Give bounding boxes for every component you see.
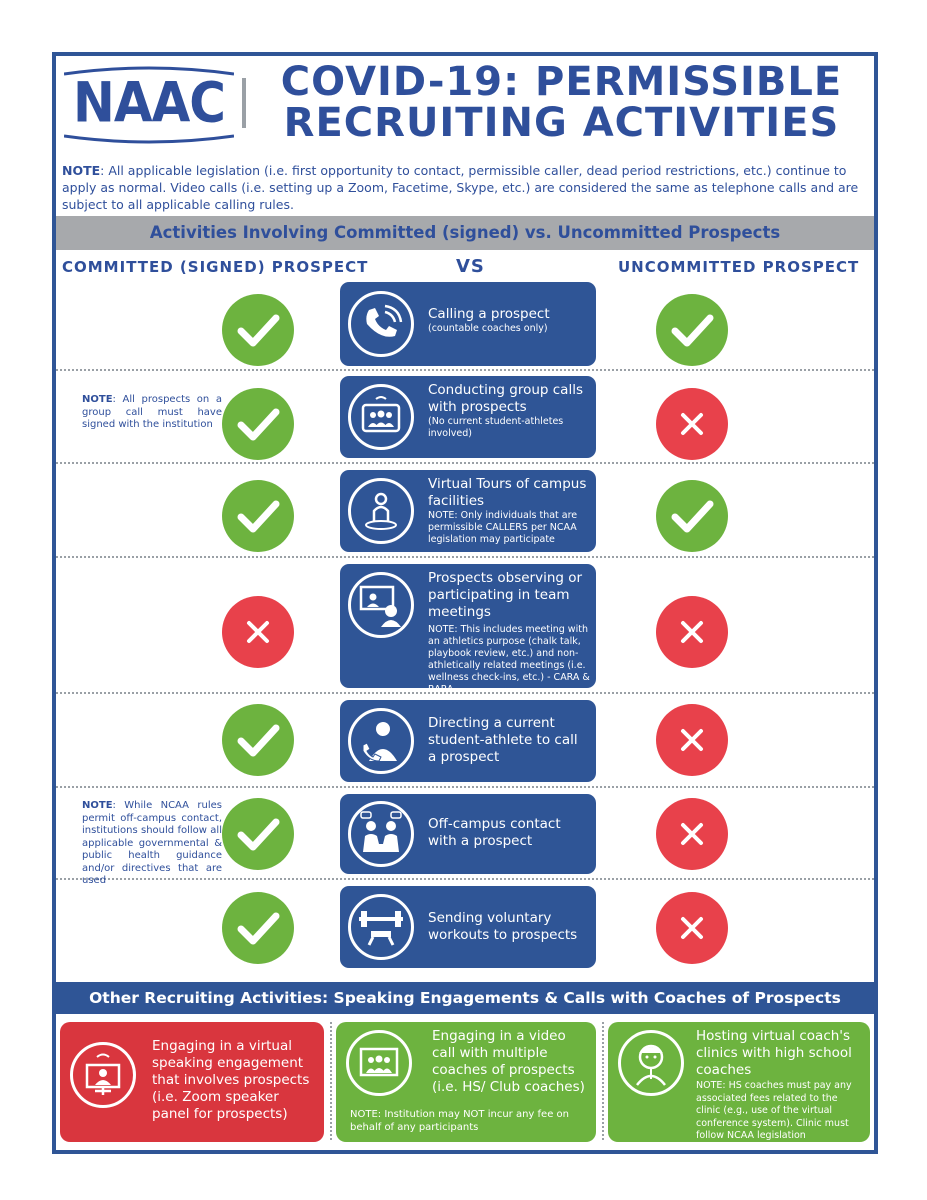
activity-card-voluntary-workouts: [340, 886, 596, 968]
committed-allowed-check-icon: [222, 704, 294, 776]
activity-text: [428, 382, 590, 440]
activity-title: Directing a current student-athlete to call a prospect: [428, 715, 578, 765]
uncommitted-not-allowed-x-icon: [656, 596, 728, 668]
infographic-frame: [52, 52, 878, 1154]
committed-allowed-check-icon: [222, 798, 294, 870]
other-activities-title: Other Recruiting Activities: Speaking Engagements & Calls with Coaches of Prospects: [56, 982, 874, 1014]
committed-allowed-check-icon: [222, 892, 294, 964]
column-separator: [330, 1022, 332, 1140]
side-note-label: NOTE: [82, 800, 113, 811]
phone-icon: [348, 291, 414, 357]
activity-card-off-campus: [340, 794, 596, 874]
column-committed: COMMITTED (SIGNED) PROSPECT: [62, 258, 369, 276]
naac-logo: [64, 64, 234, 144]
coach-icon: [618, 1030, 684, 1096]
side-note-text: : While NCAA rules permit off-campus contact, institutions should follow all applicable governmental & public health guidance and/or directives that are used: [82, 800, 222, 886]
uncommitted-not-allowed-x-icon: [656, 798, 728, 870]
section-title: Activities Involving Committed (signed) vs. Uncommitted Prospects: [56, 216, 874, 250]
side-note-group-call: [82, 394, 222, 432]
activity-sub: NOTE: Only individuals that are permissible CALLERS per NCAA legislation may participate: [428, 510, 578, 545]
activity-card-calling: [340, 282, 596, 366]
activity-sub: (No current student-athletes involved): [428, 416, 564, 439]
other-card-note-1: NOTE: HS coaches must pay any associated fees related to the clinic (e.g., use of the virtual conference system). Clinic must follow NCAA legislation: [696, 1080, 852, 1141]
column-uncommitted: UNCOMMITTED PROSPECT: [618, 258, 860, 276]
other-card-text: Engaging in a virtual speaking engagement that involves prospects (i.e. Zoom speaker panel for prospects): [152, 1038, 310, 1122]
column-separator: [602, 1022, 604, 1140]
other-card-note: NOTE: Institution may NOT incur any fee on behalf of any participants: [350, 1109, 569, 1133]
other-card-speaking-engagement: [60, 1022, 324, 1142]
activity-text: [428, 715, 590, 766]
committed-allowed-check-icon: [222, 480, 294, 552]
header-divider: [242, 78, 246, 128]
activity-card-directing-student-athlete: [340, 700, 596, 782]
top-note-label: NOTE: [62, 163, 101, 178]
logo-text: NAAC: [73, 71, 225, 135]
row-separator: [56, 786, 874, 788]
activity-text: [428, 910, 590, 944]
activity-card-team-meetings: [340, 564, 596, 695]
row-separator: [56, 556, 874, 558]
other-card-video-call-coaches: [336, 1022, 596, 1142]
activity-title: Prospects observing or participating in team meetings: [428, 570, 583, 620]
side-note-text: : All prospects on a group call must have signed with the institution: [82, 394, 222, 430]
uncommitted-not-allowed-x-icon: [656, 704, 728, 776]
other-card-coach-clinics: [608, 1022, 870, 1142]
activity-title: Sending voluntary workouts to prospects: [428, 910, 578, 943]
page-title: [254, 59, 869, 146]
uncommitted-not-allowed-x-icon: [656, 388, 728, 460]
committed-not-allowed-x-icon: [222, 596, 294, 668]
top-note-text: : All applicable legislation (i.e. first opportunity to contact, permissible caller, dead period restrictions, etc.) continue to apply as normal. Video calls (i.e. setting up a Zoom, Facetime, Skype, etc.) are considered the same as telephone calls and are subject to all applicable calling rules.: [62, 163, 859, 212]
activity-card-group-calls: [340, 376, 596, 458]
activity-title: Conducting group calls with prospects: [428, 382, 583, 415]
activity-title: Off-campus contact with a prospect: [428, 816, 561, 849]
activity-title: Virtual Tours of campus facilities: [428, 476, 587, 509]
row-separator: [56, 462, 874, 464]
title-line-1: COVID-19: PERMISSIBLE: [280, 59, 843, 105]
person-phone-icon: [348, 708, 414, 774]
speaker-panel-icon: [70, 1042, 136, 1108]
activity-sub: (countable coaches only): [428, 323, 548, 334]
group-call-icon: [348, 384, 414, 450]
title-line-2: RECRUITING ACTIVITIES: [283, 100, 840, 146]
committed-allowed-check-icon: [222, 388, 294, 460]
uncommitted-allowed-check-icon: [656, 480, 728, 552]
activity-sub: NOTE: This includes meeting with an athletics purpose (chalk talk, playbook review, etc.) and non-athletically related meetings (i.e. wellness check-ins, etc.) - CARA & RARA: [428, 624, 590, 695]
side-note-off-campus: [82, 800, 222, 888]
activity-text: [428, 570, 590, 621]
video-group-icon: [346, 1030, 412, 1096]
uncommitted-allowed-check-icon: [656, 294, 728, 366]
activity-title: Calling a prospect: [428, 306, 550, 322]
other-card-text: Engaging in a video call with multiple coaches of prospects (i.e. HS/ Club coaches): [432, 1028, 585, 1095]
column-vs: VS: [456, 256, 485, 277]
weights-icon: [348, 894, 414, 960]
activity-text: [428, 306, 590, 335]
location-person-icon: [348, 478, 414, 544]
row-separator: [56, 369, 874, 371]
side-note-label: NOTE: [82, 394, 113, 405]
committed-allowed-check-icon: [222, 294, 294, 366]
activity-card-virtual-tours: [340, 470, 596, 552]
activity-text: [428, 816, 590, 850]
meeting-icon: [348, 801, 414, 867]
activity-text: [428, 476, 590, 546]
logo-bottom-swoosh: [64, 134, 234, 144]
header: [56, 56, 874, 154]
uncommitted-not-allowed-x-icon: [656, 892, 728, 964]
other-card-text: Hosting virtual coach's clinics with high school coaches: [696, 1028, 852, 1078]
top-note: [62, 162, 870, 213]
